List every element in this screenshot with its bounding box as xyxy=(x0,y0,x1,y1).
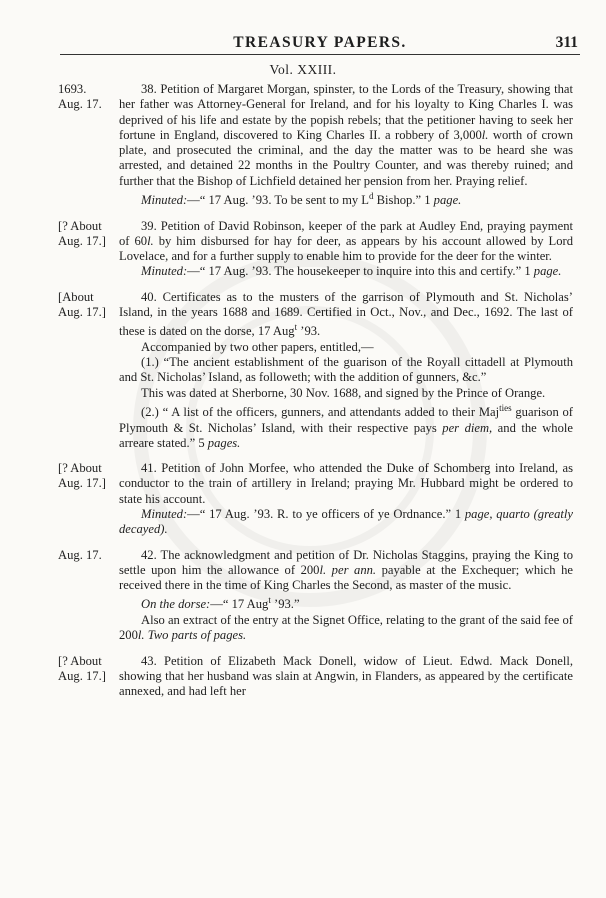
text-run: Bishop.” 1 xyxy=(373,193,434,208)
italic-text: l. xyxy=(481,127,489,142)
text-run: —“ 17 Aug. ’93. To be sent to my L xyxy=(187,193,369,208)
entry-paragraph xyxy=(119,401,573,451)
margin-date-line: [? About xyxy=(58,461,102,476)
text-run: —“ 17 Aug xyxy=(210,597,269,612)
page-number: 311 xyxy=(555,34,578,51)
calendar-entry xyxy=(0,654,606,700)
text-run: payable at the Exchequer; which he received there in the time of King Charles the Second, as master of the music. xyxy=(119,562,574,593)
margin-date-line: [? About xyxy=(58,653,102,668)
margin-date xyxy=(58,290,118,321)
italic-text: l. xyxy=(147,233,154,248)
entry-paragraph xyxy=(119,340,573,355)
margin-date-line: [? About xyxy=(58,218,102,233)
margin-date xyxy=(58,461,118,492)
text-run: 39. Petition of David Robinson, keeper of the park at Audley End, praying payment of 60 xyxy=(119,218,573,248)
entry-body xyxy=(119,654,573,700)
margin-date-line: Aug. 17. xyxy=(58,97,102,112)
italic-text: Minuted: xyxy=(141,264,188,279)
entry-body xyxy=(119,461,573,537)
text-run: ’93. xyxy=(297,324,321,339)
entry-paragraph xyxy=(119,613,573,644)
superscript-text: ties xyxy=(499,403,512,414)
entry-body xyxy=(119,219,573,280)
margin-date xyxy=(58,219,118,250)
margin-date-line: [About xyxy=(58,289,94,304)
calendar-entry xyxy=(0,548,606,644)
italic-text: On the dorse: xyxy=(141,597,211,612)
text-run: (1.) “The ancient establishment of the guarison of the Royall cittadell at Plymouth and St. Nicholas’ Island, as followeth; with the addition of gunners, &c.” xyxy=(119,355,573,385)
text-run: —“ 17 Aug. ’93. The housekeeper to inquire into this and certify.” 1 xyxy=(187,264,534,279)
margin-date xyxy=(58,82,118,113)
text-run: Also an extract of the entry at the Signet Office, relating to the grant of the said fee of 200 xyxy=(119,612,573,643)
entry-paragraph xyxy=(119,264,573,279)
entry-paragraph xyxy=(119,386,573,401)
margin-date-line: Aug. 17.] xyxy=(58,305,106,320)
italic-text: l. xyxy=(137,628,145,643)
entry-paragraph xyxy=(119,189,573,208)
text-run: This was dated at Sherborne, 30 Nov. 1688, and signed by the Prince of Orange. xyxy=(141,385,546,400)
margin-date-line: Aug. 17.] xyxy=(58,476,106,491)
superscript-text: t xyxy=(268,595,271,606)
italic-text: per diem, xyxy=(442,420,493,435)
text-run: —“ 17 Aug. ’93. R. to ye officers of ye Ordnance.” 1 xyxy=(187,506,465,521)
entry-paragraph xyxy=(119,290,573,340)
italic-text: Minuted: xyxy=(141,193,188,208)
superscript-text: d xyxy=(369,191,374,202)
text-run: 42. The acknowledgment and petition of Dr. Nicholas Staggins, praying the King to settle upon him the allowance of 200 xyxy=(119,547,573,577)
calendar-entry xyxy=(0,461,606,537)
entry-paragraph xyxy=(119,461,573,507)
entry-paragraph xyxy=(119,654,573,700)
text-run: 38. Petition of Margaret Morgan, spinster, to the Lords of the Treasury, showing that her father was Attorney-General for Ireland, and for his loyalty to King Charles I. was deprived of his life and estate by the popish rebels; that the petitioner having to seek her fortune in England, discovered to King Charles II. a robbery of 3,000 xyxy=(119,82,573,142)
calendar-entry xyxy=(0,290,606,451)
entry-paragraph xyxy=(119,355,573,386)
entry-paragraph xyxy=(119,507,573,538)
entry-paragraph xyxy=(119,593,573,612)
calendar-entry xyxy=(0,82,606,209)
superscript-text: t xyxy=(294,322,298,333)
text-run: ’93.” xyxy=(270,597,300,612)
italic-text: Two parts of pages. xyxy=(147,628,247,643)
margin-date xyxy=(58,548,118,563)
italic-text: Minuted: xyxy=(141,506,188,521)
calendar-entry xyxy=(0,219,606,280)
margin-date-line: 1693. xyxy=(58,82,87,96)
italic-text: page. xyxy=(533,264,562,279)
text-run: Accompanied by two other papers, entitled,— xyxy=(141,339,374,354)
text-run: and the whole arreare stated.” 5 xyxy=(119,420,573,450)
italic-text: pages. xyxy=(207,435,241,450)
entry-paragraph xyxy=(119,82,573,189)
entry-body xyxy=(119,82,573,209)
calendar-entries xyxy=(0,82,606,709)
text-run: 41. Petition of John Morfee, who attended the Duke of Schomberg into Ireland, as conductor to the train of artillery in Ireland; praying Mr. Hubbard might be ordered to state his account. xyxy=(119,461,573,506)
text-run: 43. Petition of Elizabeth Mack Donell, widow of Lieut. Edwd. Mack Donell, showing that her husband was slain at Angwin, in Flanders, as appeared by the certificate annexed, and had left her xyxy=(119,653,573,699)
volume-heading: Vol. XXIII. xyxy=(269,62,337,77)
margin-date-line: Aug. 17. xyxy=(58,547,102,562)
entry-body xyxy=(119,290,573,451)
running-header xyxy=(60,30,580,55)
italic-text: l. per ann. xyxy=(319,562,377,577)
text-run: worth of crown plate, and prosecuted the criminal, and the day the matter was to be heard she was arrested, and detained 22 months in the Poultry Counter, and was thereby ruined; and further that the Bishop of Lichfield detained her pension from her. Praying relief. xyxy=(119,127,573,188)
margin-date xyxy=(58,654,118,685)
margin-date-line: Aug. 17.] xyxy=(58,233,106,248)
margin-date-line: Aug. 17.] xyxy=(58,668,106,683)
text-run: by him disbursed for hay for deer, as appears by his account allowed by Lord Lovelace, and for a further supply to enable him to provide for the deer for the winter. xyxy=(119,233,573,264)
entry-body xyxy=(119,548,573,644)
text-run: (2.) “ A list of the officers, gunners, and attendants added to their Maj xyxy=(141,405,500,420)
text-run: 40. Certificates as to the musters of the garrison of Plymouth and St. Nicholas’ Island, in the years 1688 and 1689. Certified in Oct., Nov., and Dec., 1692. The last of these is dated on the dorse, 17 Aug xyxy=(119,289,573,339)
entry-paragraph xyxy=(119,548,573,594)
entry-paragraph xyxy=(119,219,573,265)
italic-text: page. xyxy=(433,193,462,208)
italic-text: page, quarto (greatly decayed). xyxy=(119,506,573,537)
text-run: guarison of Plymouth & St. Nicholas’ Island, with their respective pays xyxy=(119,405,574,435)
running-title: TREASURY PAPERS. xyxy=(233,34,407,51)
